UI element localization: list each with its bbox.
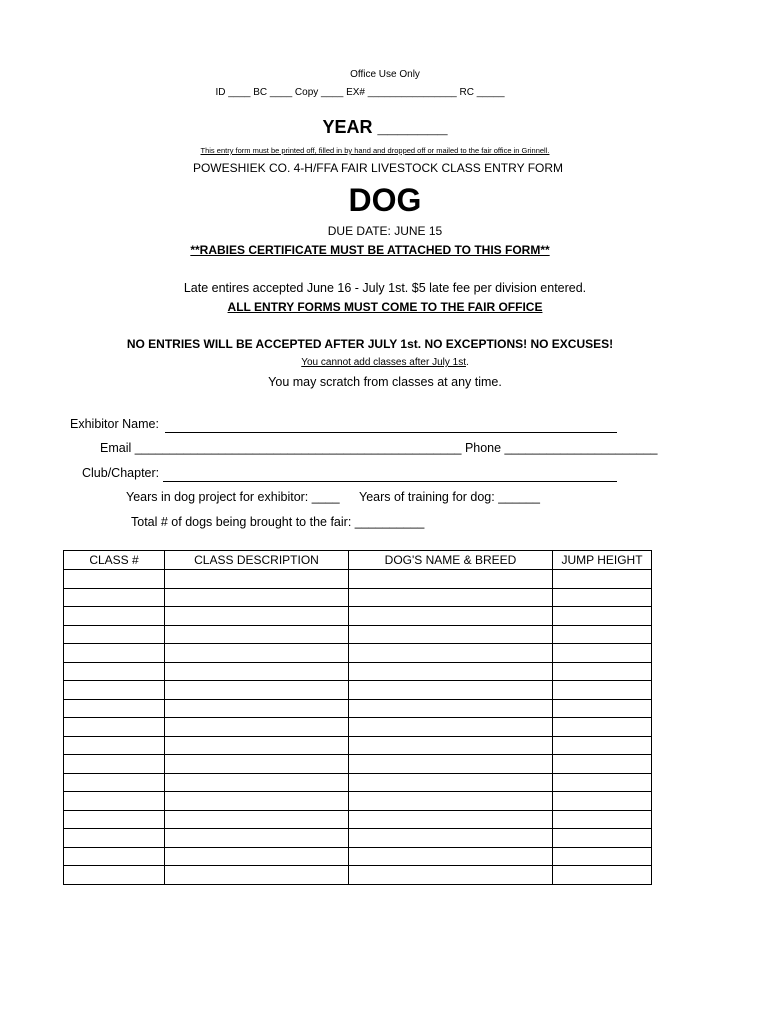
- office-use-fields: ID ____ BC ____ Copy ____ EX# ________________ RC _____: [215, 87, 505, 98]
- dog-name-breed-cell[interactable]: [349, 644, 553, 663]
- class-description-cell[interactable]: [165, 736, 349, 755]
- jump-height-cell[interactable]: [553, 736, 652, 755]
- class-description-cell[interactable]: [165, 847, 349, 866]
- jump-height-cell[interactable]: [553, 866, 652, 885]
- jump-height-cell[interactable]: [553, 773, 652, 792]
- dog-name-breed-cell[interactable]: [349, 792, 553, 811]
- class-description-cell[interactable]: [165, 662, 349, 681]
- dog-name-breed-cell[interactable]: [349, 847, 553, 866]
- no-add-classes-text: You cannot add classes after July 1st: [301, 357, 466, 368]
- table-row: [64, 810, 652, 829]
- class-number-cell[interactable]: [64, 570, 165, 589]
- dog-name-breed-cell[interactable]: [349, 681, 553, 700]
- table-row: [64, 570, 652, 589]
- late-entries-notice: Late entires accepted June 16 - July 1st. $5 late fee per division entered.: [183, 281, 587, 295]
- jump-height-cell[interactable]: [553, 847, 652, 866]
- table-row: [64, 662, 652, 681]
- dog-name-breed-cell[interactable]: [349, 699, 553, 718]
- jump-height-cell[interactable]: [553, 755, 652, 774]
- class-number-cell[interactable]: [64, 662, 165, 681]
- email-phone-field[interactable]: Email _______________________________________________ Phone ______________________: [100, 441, 658, 455]
- dog-name-breed-cell[interactable]: [349, 755, 553, 774]
- class-number-cell[interactable]: [64, 829, 165, 848]
- class-description-cell[interactable]: [165, 570, 349, 589]
- class-number-cell[interactable]: [64, 718, 165, 737]
- dog-name-breed-cell[interactable]: [349, 810, 553, 829]
- jump-height-cell[interactable]: [553, 607, 652, 626]
- table-row: [64, 792, 652, 811]
- table-row: [64, 773, 652, 792]
- dog-name-breed-cell[interactable]: [349, 736, 553, 755]
- jump-height-cell[interactable]: [553, 792, 652, 811]
- jump-height-cell[interactable]: [553, 662, 652, 681]
- office-use-title: Office Use Only: [350, 69, 420, 80]
- years-project-field[interactable]: Years in dog project for exhibitor: ____: [126, 490, 340, 504]
- class-entry-table: [63, 550, 652, 885]
- class-number-cell[interactable]: [64, 625, 165, 644]
- jump-height-cell[interactable]: [553, 644, 652, 663]
- class-number-cell[interactable]: [64, 866, 165, 885]
- class-description-cell[interactable]: [165, 829, 349, 848]
- class-number-cell[interactable]: [64, 607, 165, 626]
- class-description-cell[interactable]: [165, 699, 349, 718]
- dog-name-breed-cell[interactable]: [349, 607, 553, 626]
- jump-height-cell[interactable]: [553, 810, 652, 829]
- exhibitor-name-line[interactable]: [165, 432, 617, 433]
- total-dogs-field[interactable]: Total # of dogs being brought to the fair: __________: [131, 515, 425, 529]
- dog-name-breed-cell[interactable]: [349, 829, 553, 848]
- jump-height-header: JUMP HEIGHT: [553, 551, 652, 570]
- class-number-cell[interactable]: [64, 736, 165, 755]
- dog-name-breed-cell[interactable]: [349, 588, 553, 607]
- scratch-notice: You may scratch from classes at any time.: [268, 375, 502, 389]
- table-row: [64, 681, 652, 700]
- class-description-cell[interactable]: [165, 718, 349, 737]
- dog-name-breed-cell[interactable]: [349, 662, 553, 681]
- exhibitor-name-label: Exhibitor Name:: [70, 417, 159, 431]
- class-number-cell[interactable]: [64, 755, 165, 774]
- table-row: [64, 625, 652, 644]
- jump-height-cell[interactable]: [553, 699, 652, 718]
- table-row: [64, 699, 652, 718]
- class-number-header: CLASS #: [64, 551, 165, 570]
- table-row: [64, 607, 652, 626]
- jump-height-cell[interactable]: [553, 625, 652, 644]
- dog-name-breed-cell[interactable]: [349, 773, 553, 792]
- class-description-header: CLASS DESCRIPTION: [165, 551, 349, 570]
- form-title: POWESHIEK CO. 4-H/FFA FAIR LIVESTOCK CLASS ENTRY FORM: [192, 161, 564, 175]
- class-entry-rows: [64, 570, 652, 885]
- class-number-cell[interactable]: [64, 681, 165, 700]
- jump-height-cell[interactable]: [553, 829, 652, 848]
- table-row: [64, 736, 652, 755]
- year-field: YEAR _______: [322, 117, 448, 137]
- all-entries-notice: ALL ENTRY FORMS MUST COME TO THE FAIR OFFICE: [227, 300, 543, 314]
- table-row: [64, 866, 652, 885]
- table-row: [64, 718, 652, 737]
- class-description-cell[interactable]: [165, 866, 349, 885]
- table-row: [64, 847, 652, 866]
- class-number-cell[interactable]: [64, 699, 165, 718]
- years-training-field[interactable]: Years of training for dog: ______: [359, 490, 540, 504]
- table-row: [64, 588, 652, 607]
- class-description-cell[interactable]: [165, 810, 349, 829]
- class-description-cell[interactable]: [165, 792, 349, 811]
- club-chapter-line[interactable]: [163, 481, 617, 482]
- jump-height-cell[interactable]: [553, 681, 652, 700]
- table-row: [64, 644, 652, 663]
- jump-height-cell[interactable]: [553, 588, 652, 607]
- dog-name-breed-cell[interactable]: [349, 570, 553, 589]
- class-number-cell[interactable]: [64, 644, 165, 663]
- class-number-cell[interactable]: [64, 847, 165, 866]
- class-description-cell[interactable]: [165, 588, 349, 607]
- class-description-cell[interactable]: [165, 755, 349, 774]
- deadline-notice: NO ENTRIES WILL BE ACCEPTED AFTER JULY 1st. NO EXCEPTIONS! NO EXCUSES!: [126, 337, 614, 351]
- club-chapter-label: Club/Chapter:: [82, 466, 160, 480]
- rabies-notice: **RABIES CERTIFICATE MUST BE ATTACHED TO THIS FORM**: [190, 243, 550, 257]
- print-instructions: This entry form must be printed off, filled in by hand and dropped off or mailed to the fair office in Grinnell.: [200, 146, 550, 155]
- class-number-cell[interactable]: [64, 773, 165, 792]
- class-number-cell[interactable]: [64, 792, 165, 811]
- class-description-cell[interactable]: [165, 625, 349, 644]
- dog-name-breed-header: DOG'S NAME & BREED: [349, 551, 553, 570]
- jump-height-cell[interactable]: [553, 718, 652, 737]
- table-header-row: [64, 551, 652, 570]
- no-add-classes-period: .: [465, 357, 469, 368]
- species-title: DOG: [348, 182, 422, 218]
- dog-name-breed-cell[interactable]: [349, 718, 553, 737]
- table-row: [64, 755, 652, 774]
- class-number-cell[interactable]: [64, 588, 165, 607]
- class-number-cell[interactable]: [64, 810, 165, 829]
- class-description-cell[interactable]: [165, 773, 349, 792]
- class-description-cell[interactable]: [165, 607, 349, 626]
- class-description-cell[interactable]: [165, 681, 349, 700]
- class-description-cell[interactable]: [165, 644, 349, 663]
- due-date: DUE DATE: JUNE 15: [327, 224, 443, 238]
- table-row: [64, 829, 652, 848]
- dog-name-breed-cell[interactable]: [349, 866, 553, 885]
- jump-height-cell[interactable]: [553, 570, 652, 589]
- no-add-classes-notice: [0, 357, 770, 368]
- dog-name-breed-cell[interactable]: [349, 625, 553, 644]
